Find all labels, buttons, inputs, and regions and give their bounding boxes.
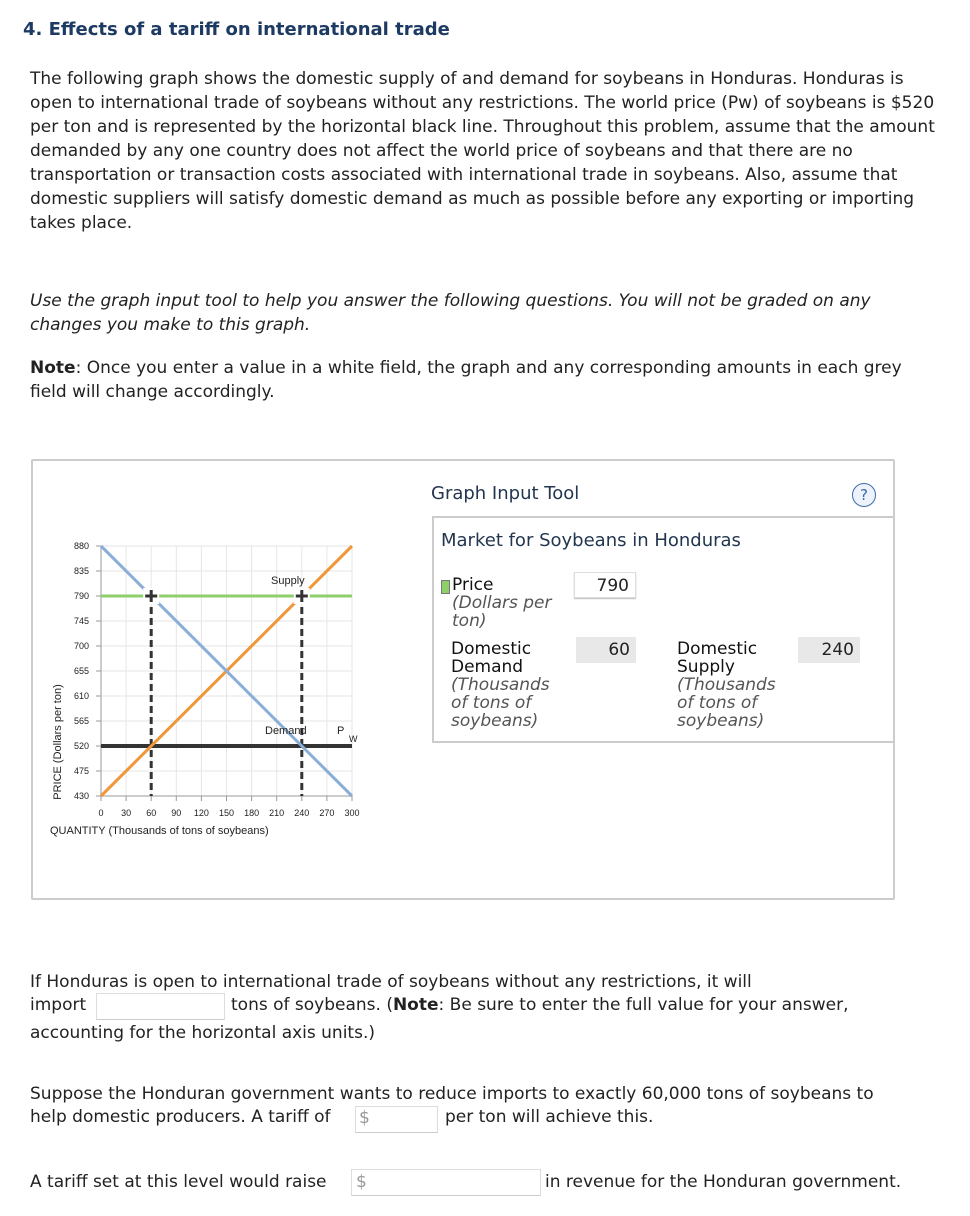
price-unit: (Dollars per ton) (452, 593, 552, 631)
y-tick-label: 430 (73, 791, 89, 801)
supply-demand-graph[interactable] (30, 530, 370, 840)
demand-unit: (Thousands of tons of soybeans) (451, 675, 550, 731)
y-tick-label: 475 (73, 766, 89, 776)
dollar-sign: $ (356, 1172, 367, 1192)
x-tick-label: 30 (121, 808, 132, 818)
x-tick-label: 90 (171, 808, 182, 818)
question-2-line2: help domestic producers. A tariff of (30, 1107, 331, 1127)
domestic-supply-value: 240 (798, 637, 860, 663)
x-tick-label: 270 (319, 808, 335, 818)
question-1-line3: accounting for the horizontal axis units.) (30, 1023, 375, 1043)
question-2-line1: Suppose the Honduran government wants to reduce imports to exactly 60,000 tons of soybeans to (30, 1084, 874, 1104)
x-tick-label: 210 (269, 808, 285, 818)
question-2-line2-end: per ton will achieve this. (445, 1107, 654, 1127)
x-tick-label: 150 (218, 808, 235, 818)
question-3-text: A tariff set at this level would raise (30, 1172, 327, 1192)
note-text (30, 356, 940, 404)
question-1-line1: If Honduras is open to international trade of soybeans without any restrictions, it will (30, 972, 752, 992)
demand-label-text: Domestic Demand (451, 639, 532, 677)
y-tick-label: 700 (73, 641, 89, 651)
dollar-sign: $ (359, 1108, 370, 1128)
q1-note-label: Note (392, 995, 439, 1015)
y-tick-label: 610 (73, 691, 89, 701)
supply-label: Supply (271, 575, 305, 587)
pw-subscript: W (349, 734, 358, 744)
domestic-supply-label (677, 640, 792, 730)
help-icon[interactable]: ? (852, 483, 876, 507)
y-tick-label: 565 (73, 716, 89, 726)
pw-label: P (337, 725, 345, 737)
note-body: : Once you enter a value in a white field, the graph and any corresponding amounts in each grey field will change accordingly. (30, 358, 902, 402)
instruction-text: Use the graph input tool to help you answer the following questions. You will not be graded on any changes you make to this graph. (30, 291, 871, 335)
x-tick-label: 120 (193, 808, 209, 818)
y-tick-label: 655 (73, 666, 89, 676)
y-tick-label: 520 (73, 741, 89, 751)
q1-after: tons of soybeans. ( (231, 995, 393, 1015)
y-tick-label: 835 (73, 566, 89, 576)
x-tick-label: 0 (98, 808, 104, 818)
supply-label-text: Domestic Supply (677, 639, 758, 677)
import-word: import (30, 995, 87, 1015)
x-tick-label: 240 (294, 808, 310, 818)
x-tick-label: 300 (344, 808, 360, 818)
question-1-line2 (231, 995, 848, 1015)
demand-label: Demand (265, 725, 307, 737)
y-tick-label: 880 (73, 541, 89, 551)
q1-after2: : Be sure to enter the full value for your answer, (438, 995, 849, 1015)
supply-unit: (Thousands of tons of soybeans) (677, 675, 776, 731)
price-line-swatch-icon (441, 580, 450, 594)
intro-text: The following graph shows the domestic supply of and demand for soybeans in Honduras. Honduras is open to international trade of soybeans without any restrictions. The world price (Pw) of soybeans is $520 per ton and is represented by the horizontal black line. Throughout this problem, assume that the amount demanded by any one country does not affect the world price of soybeans and that there are no transportation or transaction costs associated with international trade in soybeans. Also, assume that domestic suppliers will satisfy domestic demand as much as possible before any exporting or importing takes place. (30, 69, 935, 233)
y-axis-label: PRICE (Dollars per ton) (52, 684, 64, 800)
price-input[interactable]: 790 (574, 572, 636, 598)
problem-title: 4. Effects of a tariff on international trade (23, 19, 450, 40)
price-label (452, 576, 572, 630)
price-label-text: Price (452, 575, 494, 595)
domestic-demand-label (451, 640, 571, 730)
note-label: Note (30, 358, 76, 378)
y-tick-label: 745 (73, 616, 89, 626)
x-axis-label: QUANTITY (Thousands of tons of soybeans) (50, 825, 269, 837)
graph-input-tool-title: Graph Input Tool (431, 483, 580, 504)
market-title: Market for Soybeans in Honduras (441, 530, 741, 551)
tariff-revenue-input[interactable] (351, 1169, 541, 1196)
question-3-text-end: in revenue for the Honduran government. (545, 1172, 902, 1192)
x-tick-label: 60 (146, 808, 157, 818)
y-tick-label: 790 (73, 591, 89, 601)
domestic-demand-value: 60 (576, 637, 636, 663)
import-quantity-input[interactable] (96, 993, 225, 1020)
x-tick-label: 180 (244, 808, 260, 818)
